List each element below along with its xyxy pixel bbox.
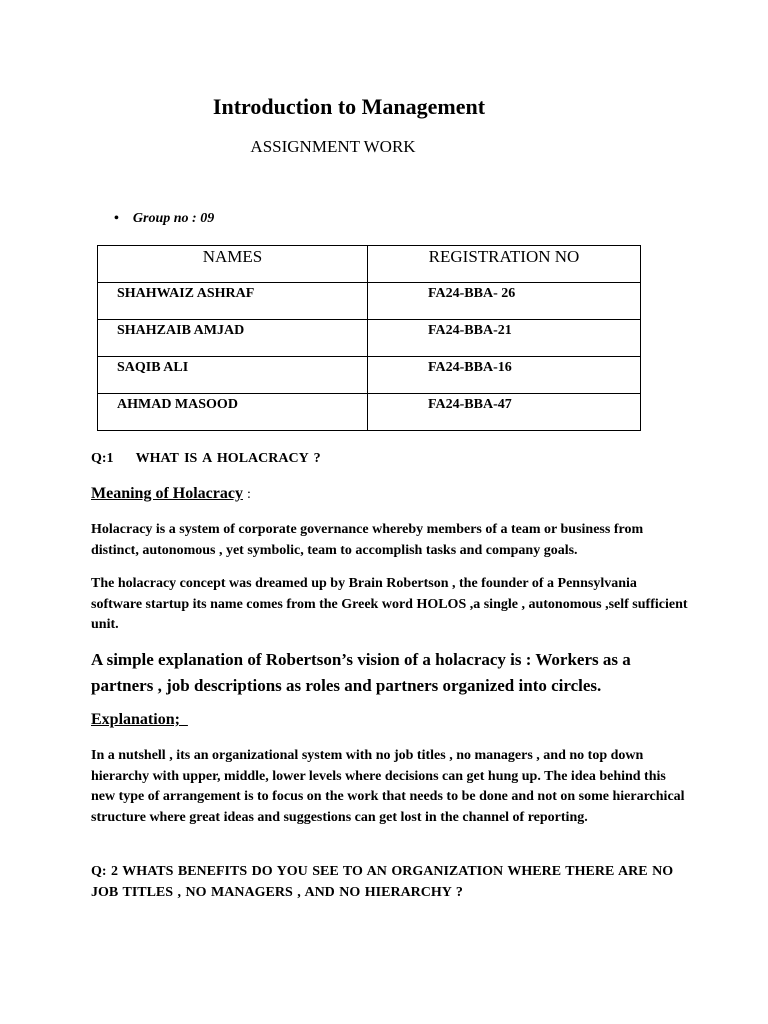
- document-title: Introduction to Management: [212, 94, 486, 119]
- table-header-row: [98, 246, 641, 283]
- question-1-number: Q:1: [91, 451, 114, 466]
- question-1: [91, 451, 321, 467]
- meaning-heading-label: Meaning of Holacracy: [91, 485, 243, 502]
- member-registration: FA24-BBA-47: [368, 394, 641, 431]
- meaning-heading-colon: :: [246, 487, 251, 502]
- group-number-line: [114, 211, 214, 227]
- meaning-heading: [91, 485, 251, 503]
- table-row: [98, 320, 641, 357]
- member-registration: FA24-BBA-21: [368, 320, 641, 357]
- member-name: SHAHZAIB AMJAD: [98, 320, 368, 357]
- question-2: Q: 2 WHATS BENEFITS DO YOU SEE TO AN ORGANIZATION WHERE THERE ARE NO JOB TITLES , NO MANAGERS , AND NO HIERARCHY ?: [91, 864, 674, 900]
- member-registration: FA24-BBA-16: [368, 357, 641, 394]
- member-registration: FA24-BBA- 26: [368, 283, 641, 320]
- registration-column-header: REGISTRATION NO: [368, 246, 641, 283]
- question-1-text: WHAT IS A HOLACRACY ?: [135, 451, 321, 466]
- member-name: SHAHWAIZ ASHRAF: [98, 283, 368, 320]
- explanation-heading: [91, 711, 188, 729]
- member-name: AHMAD MASOOD: [98, 394, 368, 431]
- group-number-label: Group no : 09: [132, 211, 215, 226]
- document-subtitle: ASSIGNMENT WORK: [250, 137, 416, 156]
- explanation-heading-label: Explanation;: [91, 711, 188, 728]
- meaning-paragraph-1: Holacracy is a system of corporate governance whereby members of a team or business from distinct, autonomous , yet symbolic, team to accomplish tasks and company goals.: [91, 522, 644, 558]
- table-row: [98, 357, 641, 394]
- meaning-paragraph-2: The holacracy concept was dreamed up by Brain Robertson , the founder of a Pennsylvania software startup its name comes from the Greek word HOLOS ,a single , autonomous ,self sufficient unit.: [91, 576, 688, 632]
- members-table: [97, 245, 641, 431]
- names-column-header: NAMES: [98, 246, 368, 283]
- table-row: [98, 394, 641, 431]
- bullet-icon: •: [114, 211, 119, 226]
- meaning-paragraph-3: A simple explanation of Robertson’s vision of a holacracy is : Workers as a partners , job descriptions as roles and partners organized into circles.: [91, 650, 631, 695]
- member-name: SAQIB ALI: [98, 357, 368, 394]
- explanation-paragraph: In a nutshell , its an organizational system with no job titles , no managers , and no top down hierarchy with upper, middle, lower levels where decisions can get hung up. The idea behind this new type of arrangement is to focus on the work that needs to be done and not on some hierarchical structure where great ideas and suggestions can get lost in the channel of reporting.: [91, 748, 685, 825]
- table-row: [98, 283, 641, 320]
